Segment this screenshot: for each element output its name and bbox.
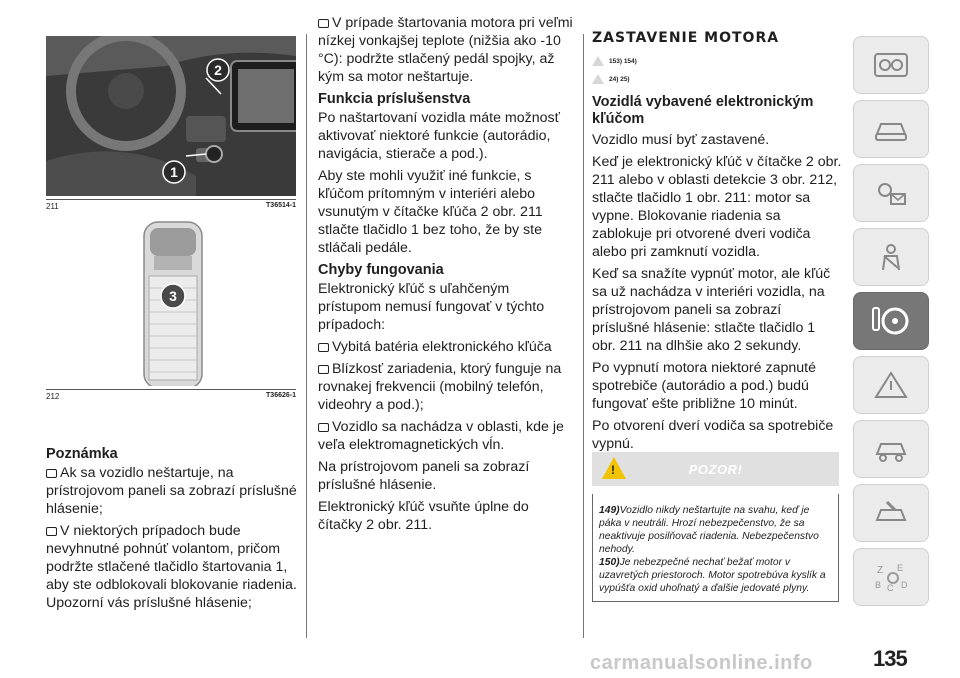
callout-2: 2 <box>214 62 222 78</box>
page-number: 135 <box>873 646 907 671</box>
tab-car-info[interactable] <box>853 100 929 158</box>
callout-1: 1 <box>170 164 178 180</box>
steering-key-icon <box>869 304 913 338</box>
paragraph: Vozidlo musí byť zastavené. <box>592 132 770 148</box>
alphabet-index-icon <box>871 560 911 594</box>
warning-triangle-icon <box>592 56 604 66</box>
column-3 <box>592 22 842 457</box>
fault-heading: Chyby fungovania <box>318 262 444 278</box>
svg-text:Z: Z <box>877 565 884 576</box>
dashboard-illustration <box>46 36 296 196</box>
tab-lights[interactable] <box>853 164 929 222</box>
column-divider-2 <box>583 34 584 638</box>
bullet-square-icon <box>318 423 329 432</box>
cold-start-bullet: V prípade štartovania motora pri veľmi nízkej vonkajšej teplote (nižšia ako -10 °C): podržte stlačený pedál spojky, až kým sa motor neštartuje. <box>318 15 573 85</box>
figure-code: T36514-1 <box>266 202 296 209</box>
warning-reference: 24) 25) <box>592 72 842 86</box>
safety-belt-icon <box>873 242 909 272</box>
figure-caption-211 <box>46 199 296 211</box>
bullet-square-icon <box>318 343 329 352</box>
note-section <box>46 442 302 616</box>
caution-triangle-icon: ! <box>602 457 626 479</box>
paragraph: Keď sa snažíte vypnúť motor, ale kľúč sa už nachádza v interiéri vozidla, na prístrojovom paneli sa zobrazí príslušné hlásenie: stlačte tlačidlo 1 obr. 211 na dlhšie ako 2 sekundy. <box>592 266 831 354</box>
column-2 <box>318 14 574 538</box>
fault-paragraph: Na prístrojovom paneli sa zobrazí príslušné hlásenie. <box>318 459 530 493</box>
figure-number: 212 <box>46 392 60 401</box>
accessory-paragraph: Po naštartovaní vozidla máte možnosť aktivovať niektoré funkcie (autorádio, navigácia, stierače a pod.). <box>318 110 560 162</box>
figure-212-van-topview <box>46 218 296 386</box>
fault-bullet: Vozidlo sa nachádza v oblasti, kde je veľa elektromagnetických vĺn. <box>318 419 564 453</box>
warning-box <box>592 452 839 602</box>
bullet-square-icon <box>318 19 329 28</box>
figure-code: T36626-1 <box>266 392 296 399</box>
accessory-paragraph: Aby ste mohli využiť iné funkcie, s kľúčom prítomným v interiéri alebo vsunutým v čítačke kľúča 2 obr. 211 stlačte tlačidlo 1 bez toho, že by ste stláčali pedále. <box>318 168 543 256</box>
paragraph: Po otvorení dverí vodiča sa spotrebiče vypnú. <box>592 418 834 452</box>
warning-item: 149)Vozidlo nikdy neštartujte na svahu, keď je páka v neutráli. Hrozí nebezpečenstvo, že sa neaktivuje posilňovač riadenia. Nebezpečenstvo nehody. <box>599 505 819 555</box>
warning-header <box>592 452 839 486</box>
tab-index[interactable] <box>853 548 929 606</box>
dashboard-icon <box>873 50 909 80</box>
paragraph: Keď je elektronický kľúč v čítačke 2 obr. 211 alebo v oblasti detekcie 3 obr. 212, stlačte tlačidlo 1 obr. 211: motor sa vypne. Blokovanie riadenia sa zablokuje pri otvorené dveri vodiča alebo pri zamknutí vozidla. <box>592 154 842 260</box>
lights-mail-icon <box>873 178 909 208</box>
sub-heading: Vozidlá vybavené elektronickým kľúčom <box>592 94 814 127</box>
paragraph: Po vypnutí motora niektoré zapnuté spotrebiče (autorádio a pod.) budú fungovať ešte približne 10 minút. <box>592 360 816 412</box>
bullet-square-icon <box>46 527 57 536</box>
note-heading: Poznámka <box>46 446 118 462</box>
chapter-sidebar <box>853 36 929 612</box>
figure-number: 211 <box>46 202 59 211</box>
tab-emergency[interactable] <box>853 356 929 414</box>
svg-text:C: C <box>887 583 894 593</box>
tab-maintenance[interactable] <box>853 420 929 478</box>
bullet-square-icon <box>46 469 57 478</box>
note-bullet: V niektorých prípadoch bude nevyhnutné pohnúť volantom, pričom podržte stlačené tlačidlo štartovania 1, aby ste odblokovali blokovanie riadenia. Upozorní vás príslušné hlásenie; <box>46 523 297 611</box>
watermark: carmanualsonline.info <box>590 652 813 674</box>
fault-paragraph: Elektronický kľúč s uľahčeným prístupom nemusí fungovať v týchto prípadoch: <box>318 281 545 333</box>
bullet-square-icon <box>318 365 329 374</box>
accessory-heading: Funkcia príslušenstva <box>318 91 471 107</box>
warning-item: 150)Je nebezpečné nechať bežať motor v uzavretých priestoroch. Motor spotrebúva kyslík a vypúšťa oxid uhoľnatý a ďalšie jedovaté plyny. <box>599 557 826 594</box>
svg-text:E: E <box>897 563 904 573</box>
fault-paragraph: Elektronický kľúč vsuňte úplne do čítačky 2 obr. 211. <box>318 499 529 533</box>
section-title: ZASTAVENIE MOTORA <box>592 30 780 46</box>
van-topview-illustration <box>46 218 296 386</box>
column-divider-1 <box>306 34 307 638</box>
warning-reference: 153) 154) <box>592 54 842 68</box>
car-info-icon <box>873 114 909 144</box>
tab-safety[interactable] <box>853 228 929 286</box>
svg-text:B: B <box>875 580 882 590</box>
warning-title: POZOR! <box>688 461 743 477</box>
svg-text:D: D <box>901 580 908 590</box>
fault-bullet: Vybitá batéria elektronického kľúča <box>318 338 574 356</box>
wrench-car-icon <box>873 498 909 528</box>
figure-caption-212 <box>46 389 296 401</box>
fault-bullet: Blízkosť zariadenia, ktorý funguje na rovnakej frekvencii (mobilný telefón, videohry a pod.); <box>318 361 562 413</box>
callout-3: 3 <box>169 288 177 304</box>
car-service-icon <box>873 434 909 464</box>
warning-road-icon <box>873 370 909 400</box>
note-bullet: Ak sa vozidlo neštartuje, na prístrojovom paneli sa zobrazí príslušné hlásenie; <box>46 465 297 517</box>
warning-body <box>592 494 839 602</box>
warning-triangle-icon <box>592 74 604 84</box>
figure-211-dashboard <box>46 36 296 196</box>
tab-starting-driving[interactable] <box>853 292 929 350</box>
tab-dashboard[interactable] <box>853 36 929 94</box>
tab-technical-data[interactable] <box>853 484 929 542</box>
